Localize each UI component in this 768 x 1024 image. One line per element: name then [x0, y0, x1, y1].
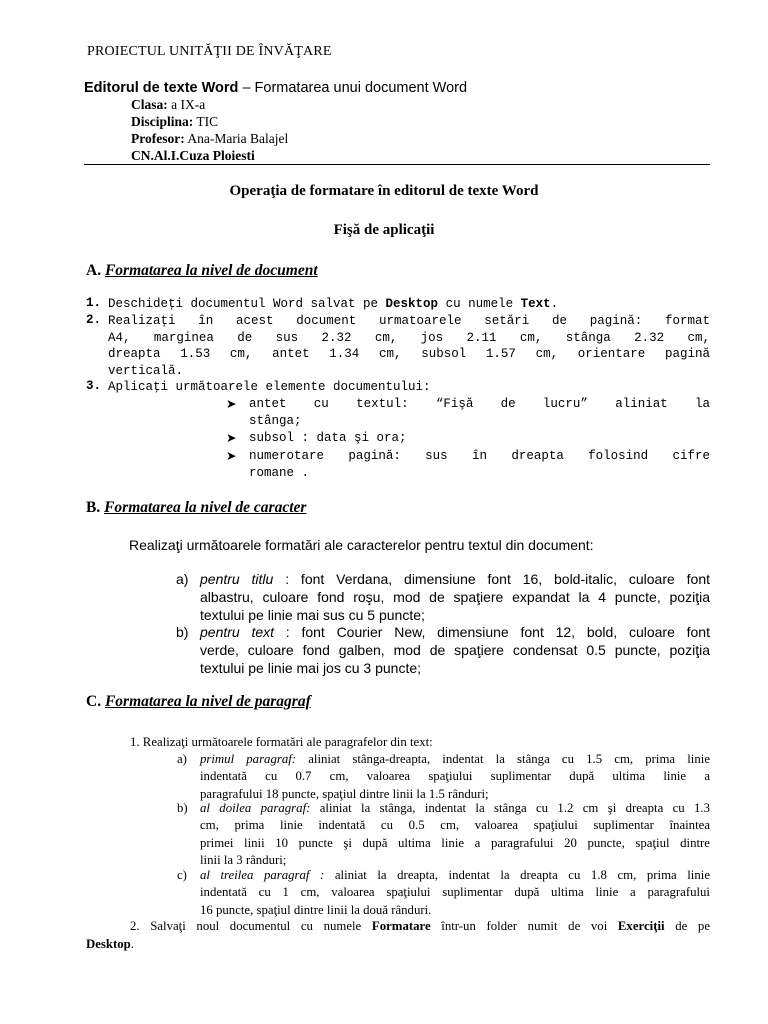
section-c-c-label: c) [177, 868, 187, 882]
project-title: PROIECTUL UNITĂŢII DE ÎNVĂŢARE [87, 44, 332, 59]
section-b-b-line: verde, culoare fond galben, mod de spaţiere condensat 0.5 puncte, poziţia [200, 642, 710, 658]
section-c-b-label: b) [177, 801, 188, 815]
section-b-item-a [200, 570, 710, 624]
section-c-item-c [200, 867, 710, 919]
section-c-item2 [130, 918, 710, 935]
section-a-letter: A. [86, 262, 102, 279]
section-c-b-italic: al doilea paragraf: [200, 801, 311, 815]
class-value: a IX-a [167, 97, 206, 112]
section-c-item2-mid: într-un folder numit de voi [430, 919, 618, 933]
bullet-arrow-icon: ➤ [226, 449, 237, 463]
class-line [131, 96, 205, 113]
section-a-bullet3 [249, 448, 710, 481]
section-c-b-rest: aliniat la stânga, indentat la stânga cu 1.2 cm şi dreapta cu 1.3 [310, 801, 710, 815]
section-a-item2-line: A4, marginea de sus 2.32 cm, jos 2.11 cm, stânga 2.32 cm, [108, 330, 710, 345]
section-c-item2-line2 [86, 936, 134, 953]
section-b-a-line [200, 570, 710, 588]
discipline-label: Disciplina: [131, 114, 194, 129]
editor-title-bold: Editorul de texte Word [84, 80, 239, 96]
bullet-arrow-icon: ➤ [226, 431, 237, 445]
section-a-bullet2: subsol : data şi ora; [249, 431, 407, 445]
section-a-heading [86, 262, 318, 280]
section-a-item2-line: dreapta 1.53 cm, antet 1.34 cm, subsol 1.57 cm, orientare pagină [108, 347, 710, 361]
section-c-item2-pre: 2. Salvaţi noul documentul cu numele [130, 919, 372, 933]
bullet-arrow-icon: ➤ [226, 397, 237, 411]
section-c-item-a [200, 751, 710, 803]
section-a-item2 [108, 313, 710, 379]
section-a-item2-number: 2. [86, 313, 102, 327]
section-c-a-line: indentată cu 0.7 cm, valoarea spaţiului suplimentar după ultima linie a [200, 769, 710, 784]
section-a-item1-desktop: Desktop [385, 297, 439, 311]
section-c-item2-line2-end: . [130, 937, 134, 951]
section-b-item-b [200, 623, 710, 677]
school-line [131, 147, 255, 164]
section-c-item2-line [130, 918, 710, 935]
section-c-a-italic: primul paragraf: [200, 752, 297, 766]
section-b-b-italic: pentru text [200, 624, 275, 640]
teacher-value: Ana-Maria Balajel [184, 131, 289, 146]
section-b-b-line: textului pe linie mai jos cu 3 puncte; [200, 660, 422, 676]
editor-title-rest: – Formatarea unui document Word [238, 80, 468, 96]
section-b-b-rest: : font Courier New, dimensiune font 12, bold, culoare font [274, 624, 710, 640]
discipline-line [131, 113, 218, 130]
section-c-item2-end: de pe [664, 919, 710, 933]
bullet1-line: stânga; [249, 413, 302, 428]
section-c-heading [86, 693, 311, 711]
section-c-a-line [200, 751, 710, 768]
section-b-heading [86, 499, 306, 517]
section-c-b-line [200, 800, 710, 817]
section-a-bullet1 [249, 396, 710, 429]
section-c-c-line: 16 puncte, spaţiul dintre linii la două rânduri. [200, 902, 432, 917]
teacher-line [131, 130, 288, 147]
section-b-a-line: albastru, culoare fond roşu, mod de spaţiere expandat la 4 puncte, poziţia [200, 589, 710, 605]
section-c-item2-filename: Formatare [371, 919, 431, 933]
section-c-item-b [200, 800, 710, 869]
section-b-a-rest: : font Verdana, dimensiune font 16, bold-italic, culoare font [273, 571, 710, 587]
teacher-label: Profesor: [131, 131, 185, 146]
section-c-item2-folder: Exerciţii [617, 919, 665, 933]
school-name: CN.Al.I.Cuza Ploiesti [131, 148, 255, 163]
section-a-item1-filename: Text [520, 297, 551, 311]
section-a-item1 [108, 296, 558, 313]
section-b-b-label: b) [176, 624, 189, 640]
document-subtitle: Fişă de aplicaţii [333, 222, 435, 238]
section-c-c-line: indentată cu 1 cm, valoarea spaţiului suplimentar după ultima linie a paragrafului [200, 885, 710, 900]
section-a-item3-number: 3. [86, 379, 102, 393]
section-c-a-line: paragrafului 18 puncte, spaţiul dintre linii la 1.5 rânduri; [200, 786, 489, 801]
section-c-title: Formatarea la nivel de paragraf [104, 693, 311, 710]
section-a-item1-number: 1. [86, 296, 102, 310]
section-a-item1-text: Deschideţi documentul Word salvat pe [108, 297, 386, 311]
section-c-b-line: linii la 3 rânduri; [200, 852, 287, 867]
section-b-a-italic: pentru titlu [200, 571, 274, 587]
section-c-b-line: cm, prima linie indentată cu 0.5 cm, valoarea spaţiului suplimentar înaintea [200, 818, 710, 833]
section-c-c-rest: aliniat la dreapta, indentat la dreapta cu 1.8 cm, prima linie [324, 868, 710, 882]
class-label: Clasa: [131, 97, 168, 112]
section-c-b-line: primei linii 10 puncte şi după ultima linie a paragrafului 20 puncte, spaţiul dintre [200, 835, 710, 850]
section-a-item2-line: verticală. [108, 363, 184, 378]
bullet3-line: romane . [249, 465, 310, 480]
section-c-item1: 1. Realizaţi următoarele formatări ale paragrafelor din text: [130, 735, 433, 749]
section-c-letter: C. [86, 693, 102, 710]
header-divider [84, 164, 710, 165]
section-a-item1-end: . [550, 297, 559, 311]
section-c-item2-desktop: Desktop [86, 937, 131, 951]
section-b-a-label: a) [176, 571, 189, 587]
section-b-title: Formatarea la nivel de caracter [104, 499, 307, 516]
section-a-item3: Aplicaţi următoarele elemente documentului: [108, 380, 431, 394]
document-title: Operaţia de formatare în editorul de texte Word [229, 183, 539, 199]
section-c-a-label: a) [177, 752, 187, 766]
discipline-value: TIC [193, 114, 219, 129]
section-a-item2-line: Realizaţi în acest document urmatoarele setări de pagină: format [108, 314, 710, 328]
editor-title-line [84, 80, 467, 96]
section-c-c-italic: al treilea paragraf : [200, 868, 325, 882]
bullet1-line: antet cu textul: “Fişă de lucru” aliniat la [249, 397, 710, 411]
section-b-b-line [200, 623, 710, 641]
section-b-intro: Realizaţi următoarele formatări ale caracterelor pentru textul din document: [129, 537, 594, 553]
section-c-a-rest: aliniat stânga-dreapta, indentat la stânga cu 1.5 cm, prima linie [296, 752, 710, 766]
section-a-item1-mid: cu numele [438, 297, 521, 311]
section-b-letter: B. [86, 499, 101, 516]
section-c-c-line [200, 867, 710, 884]
section-b-a-line: textului pe linie mai sus cu 5 puncte; [200, 607, 425, 623]
bullet3-line: numerotare pagină: sus în dreapta folosind cifre [249, 449, 710, 463]
section-a-title: Formatarea la nivel de document [104, 262, 318, 279]
